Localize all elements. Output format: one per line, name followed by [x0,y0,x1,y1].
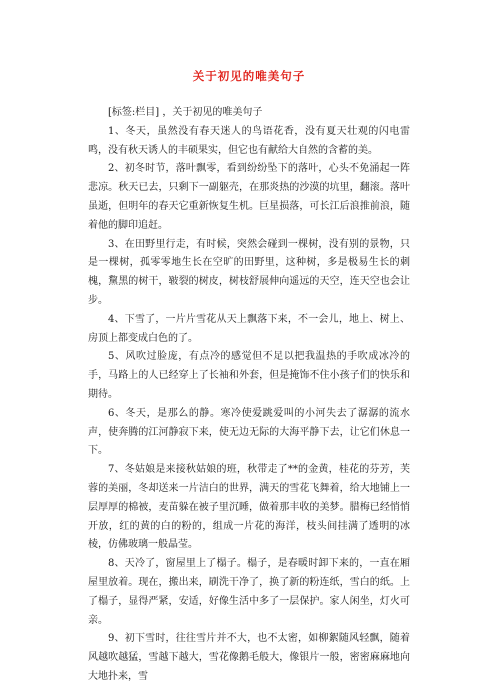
paragraph-8: 8、天冷了，窗屋里上了榻子。榻子，是春暖时卸下来的，一直在厢屋里放着。现在，搬出来，刷洗干净了，换了新的粉连纸，雪白的纸。上了榻子，显得严紧，安适，好像生活中多了一层保护。家人闲坐，灯火可亲。 [88,558,410,626]
paragraph-5: 5、风吹过脸庞，有点冷的感觉但不足以把我温热的手吹成冰冷的手，马路上的人已经穿上了长袖和外套，但是掩饰不住小孩子们的快乐和期待。 [88,351,410,400]
paragraph-2: 2、初冬时节，落叶飘零，看到纷纷坠下的落叶，心头不免涌起一阵悲凉。秋天已去，只剩下一副躯壳，在那炎热的沙漠的坑里，翻滚。落叶虽逝，但明年的春天它重新恢复生机。巨星损落，可长江后浪推前浪，随着他的脚印追赶。 [88,163,410,231]
paragraph-1: 1、冬天，虽然没有春天迷人的鸟语花香，没有夏天壮观的闪电雷鸣，没有秋天诱人的丰硕果实，但它也有献给大自然的含蓄的美。 [88,125,410,156]
paragraph-7: 7、冬姑娘是来接秋姑娘的班，秋带走了**的金黄，桂花的芬芳，芙蓉的美丽，冬却送来一片洁白的世界，满天的雪花飞舞着，给大地铺上一层厚厚的棉被，麦苗躲在被子里沉睡，做着那丰收的美梦。腊梅已经悄悄开放，红的黄的白的粉的，组成一片花的海洋，枝头间挂满了透明的冰棱，仿佛玻璃一般晶莹。 [88,464,410,551]
paragraph-4: 4、下雪了，一片片雪花从天上飘落下来，不一会儿，地上、树上、房顶上都变成白色的了。 [88,313,410,344]
article-body [88,104,410,687]
tag-line: [标签:栏目] ，关于初见的唯美句子 [108,107,263,118]
document-title: 关于初见的唯美句子 [192,69,306,83]
paragraph-3: 3、在田野里行走，有时候，突然会碰到一棵树，没有别的景物，只是一棵树，孤零零地生长在空旷的田野里，这种树，多是极易生长的刺槐，黧黑的树干，皲裂的树皮，树枝舒展伸向遥远的天空，连天空也会让步。 [88,238,410,306]
paragraph-6: 6、冬天，是那么的静。寒冷使爱跳爱叫的小河失去了潺潺的流水声，使奔腾的江河静寂下来，使无边无际的大海平静下去，让它们休息一下。 [88,407,410,457]
paragraph-9: 9、初下雪时，往往雪片并不大，也不太密，如柳絮随风轻飘，随着风越吹越猛，雪越下越大，雪花像鹅毛般大，像银片一般，密密麻麻地向大地扑来，雪 [88,633,410,682]
